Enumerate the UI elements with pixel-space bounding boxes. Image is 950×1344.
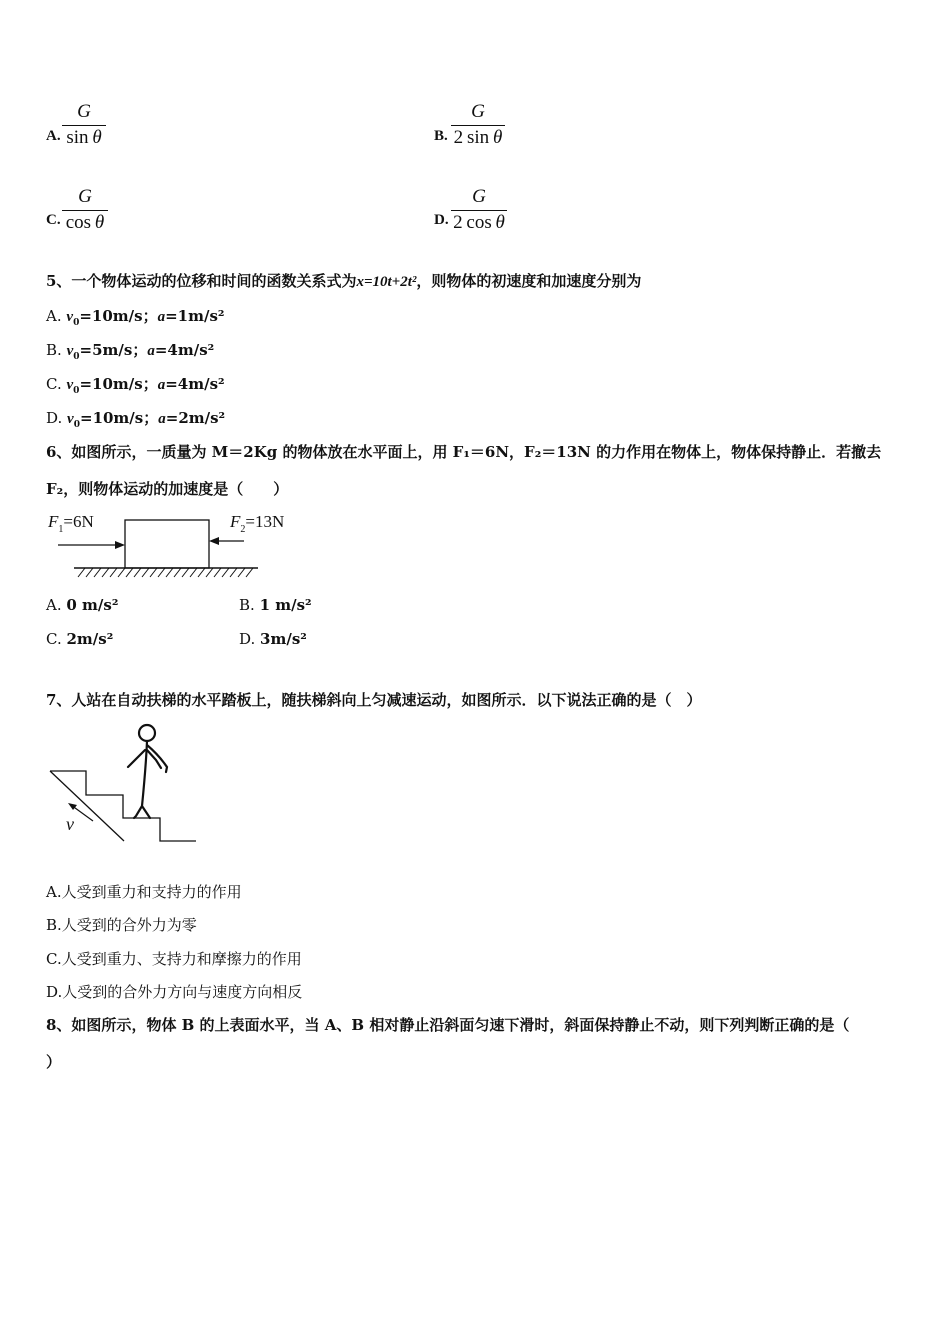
q7-option-label: A. <box>46 883 62 901</box>
q5-option-c: C. $v_0=10m/s$；a=4m/s² <box>46 375 225 396</box>
q4-option-a-var: θ <box>92 127 102 148</box>
q7-option-d <box>46 981 302 1002</box>
q6-option-c <box>46 630 113 648</box>
q4-option-d-label: D. <box>434 212 449 228</box>
q5-stem-suffix: ，则物体的初速度和加速度分别为 <box>416 272 642 290</box>
q5-stem <box>46 270 641 291</box>
ground-hatching <box>78 568 253 577</box>
q7-option-label: D. <box>46 983 63 1001</box>
q4-option-b-var: θ <box>492 127 503 148</box>
q5-option-a: A. $v_0=10m/s$；a=1m/s² <box>46 307 225 328</box>
q4-option-a-numerator: G <box>77 101 91 122</box>
q4-option-b-numerator: G <box>471 101 485 122</box>
q7-option-text: 人受到的合外力方向与速度方向相反 <box>62 983 303 1001</box>
q4-option-b-func: sin <box>466 127 490 148</box>
q5-option-d: D. $v_0=10m/s$；a=2m/s² <box>46 409 226 430</box>
q5-option-v0: 10m/s <box>92 375 143 393</box>
f2-arrowhead <box>209 537 219 545</box>
q5-option-label: D. <box>46 409 63 427</box>
q5-option-v0: 10m/s <box>92 409 144 427</box>
q5-option-a-value: 2m/s² <box>178 409 226 427</box>
q6-option-label: C. <box>46 630 62 648</box>
q6-force-diagram <box>44 508 285 582</box>
q5-option-label: B. <box>46 341 62 359</box>
q4-option-c-fraction <box>62 186 108 234</box>
block <box>125 520 209 568</box>
q7-option-c <box>46 948 302 969</box>
q7-option-label: B. <box>46 916 62 934</box>
q7-option-b <box>46 914 197 935</box>
q6-option-label: A. <box>46 596 62 614</box>
q6-option-a <box>46 596 118 614</box>
q6-option-text: 3m/s² <box>260 630 307 648</box>
q7-option-text: 人受到重力和支持力的作用 <box>61 883 242 901</box>
q5-formula: x=10t+2t² <box>356 274 417 290</box>
q6-option-label: B. <box>239 596 255 614</box>
f1-arrowhead <box>115 541 125 549</box>
q4-option-a-func: sin <box>66 127 89 148</box>
q4-option-d-var: θ <box>495 212 505 233</box>
escalator-slope <box>50 771 124 841</box>
q4-option-d-func: cos <box>466 212 492 233</box>
q5-option-b: B. $v_0=5m/s$；a=4m/s² <box>46 341 215 362</box>
q5-option-label: C. <box>46 375 62 393</box>
q5-stem-prefix: 5、一个物体运动的位移和时间的函数关系式为 <box>46 272 357 290</box>
q7-escalator-diagram <box>44 720 204 846</box>
velocity-label: v <box>66 814 74 834</box>
q6-option-b <box>239 596 312 614</box>
q7-option-a <box>46 881 242 902</box>
q4-option-a-label: A. <box>46 128 61 144</box>
q4-option-d-numerator: G <box>472 186 486 207</box>
q4-option-d-coef: 2 <box>453 212 463 233</box>
q8-stem-line1: 8、如图所示，物体 B 的上表面水平，当 A、B 相对静止沿斜面匀速下滑时，斜面保持静止不动，则下列判断正确的是（ <box>46 1016 850 1034</box>
q4-option-d-fraction <box>451 186 507 234</box>
q7-option-label: C. <box>46 950 62 968</box>
q7-option-text: 人受到的合外力为零 <box>61 916 197 934</box>
q7-option-text: 人受到重力、支持力和摩擦力的作用 <box>61 950 302 968</box>
q6-option-text: 1 m/s² <box>259 596 312 614</box>
f2-label: $F_2=13N$ <box>230 512 285 535</box>
q5-option-a-value: 4m/s² <box>177 375 225 393</box>
q6-stem-line1: 6、如图所示，一质量为 M＝2Kg 的物体放在水平面上，用 F₁＝6N，F₂＝13N 的力作用在物体上，物体保持静止．若撤去 <box>46 443 882 461</box>
q4-option-c-numerator: G <box>78 186 92 207</box>
q4-option-a-fraction <box>62 101 106 149</box>
f1-label: $F_1=6N$ <box>48 512 94 535</box>
q4-option-b-coef: 2 <box>453 127 464 148</box>
q6-option-label: D. <box>239 630 256 648</box>
q4-option-c-func: cos <box>65 212 92 233</box>
q5-option-v0: 5m/s <box>92 341 133 359</box>
q4-option-b-label: B. <box>434 128 448 144</box>
q7-stem: 7、人站在自动扶梯的水平踏板上，随扶梯斜向上匀减速运动，如图所示．以下说法正确的是（ ） <box>46 691 702 709</box>
q6-option-text: 0 m/s² <box>66 596 119 614</box>
q5-option-v0: 10m/s <box>91 307 143 325</box>
q4-option-c-label: C. <box>46 212 61 228</box>
q6-option-d <box>239 630 307 648</box>
q5-option-label: A. <box>46 307 62 325</box>
q5-option-a-value: 1m/s² <box>177 307 225 325</box>
q8-stem-line2: ） <box>46 1053 62 1071</box>
q4-option-c-var: θ <box>94 212 105 233</box>
person-body <box>128 741 167 818</box>
q4-option-b-fraction <box>451 101 505 149</box>
q5-option-a-value: 4m/s² <box>167 341 215 359</box>
person-head <box>139 725 155 741</box>
q6-stem-line2: F₂，则物体运动的加速度是（ ） <box>46 480 289 498</box>
q6-option-text: 2m/s² <box>66 630 114 648</box>
